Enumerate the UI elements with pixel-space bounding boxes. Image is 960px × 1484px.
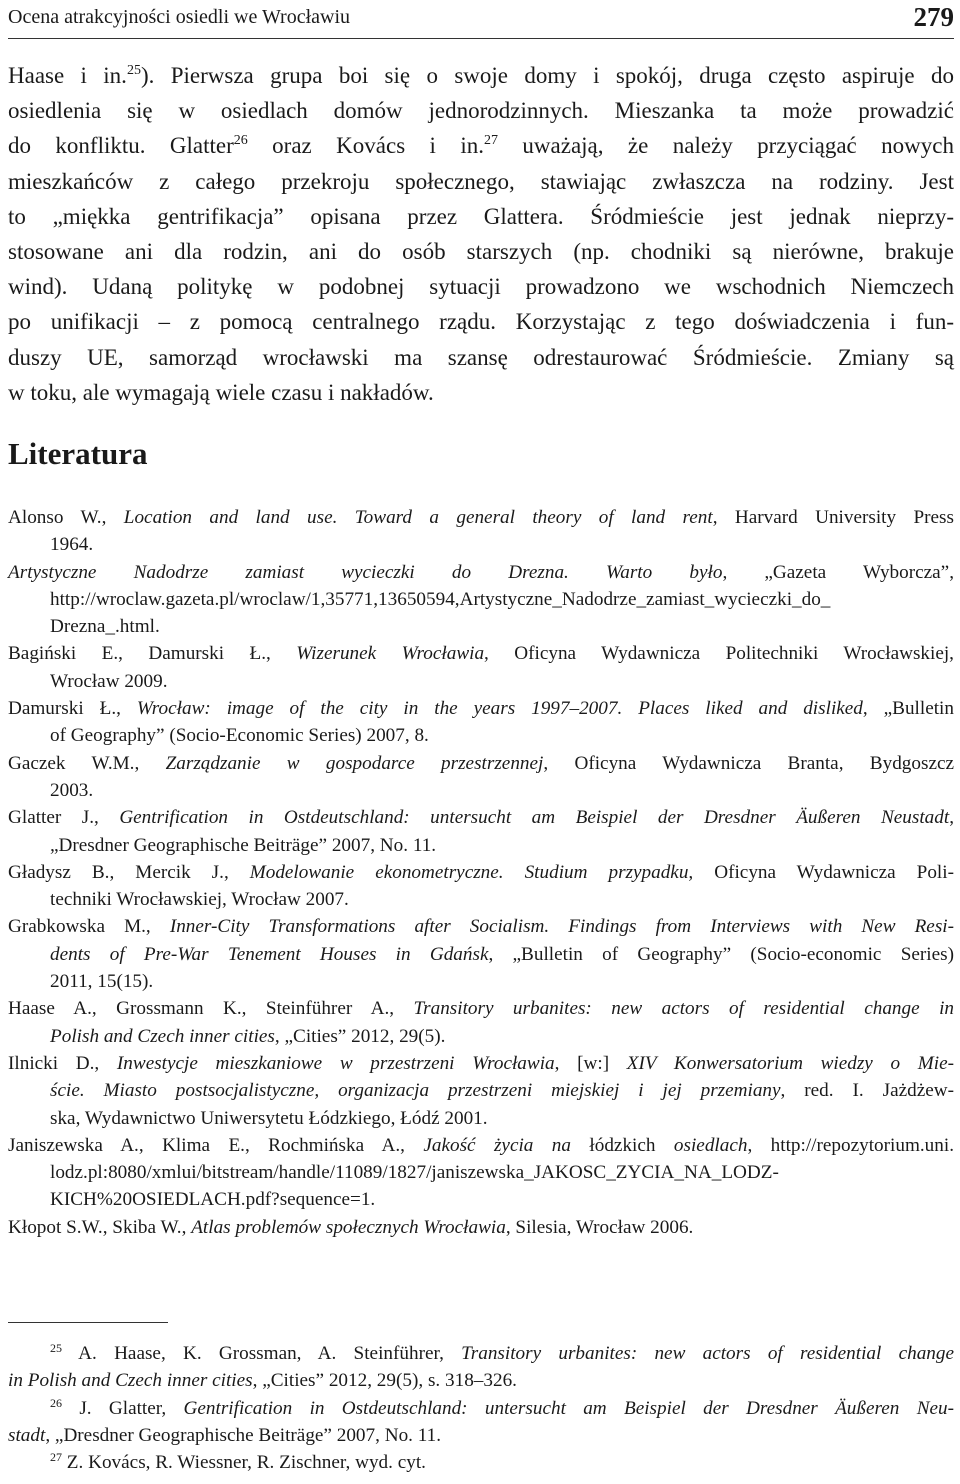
reference-entry (8, 913, 954, 995)
text-run: , Silesia, Wrocław 2006. (505, 1216, 694, 1238)
paragraph-line (8, 234, 954, 269)
text-run: Gładysz B., Mercik J., (8, 861, 250, 883)
reference-line (8, 1105, 954, 1132)
reference-line (8, 640, 954, 667)
italic-title: dents of Pre-War Tenement Houses in Gdańsk (50, 943, 489, 965)
footnotes (8, 1340, 954, 1476)
reference-line (8, 859, 954, 886)
text-run: osiedlenia się w osiedlach domów jednorodzinnych. Mieszanka ta może prowadzić (8, 98, 954, 124)
reference-entry (8, 504, 954, 559)
text-run: ). Pierwsza grupa boi się o swoje domy i spokój, druga często aspiruje do (140, 63, 954, 88)
paragraph-line (8, 164, 954, 199)
literature-heading: Literatura (8, 436, 148, 471)
text-run: wind). Udaną politykę w podobnej sytuacji prowadzono we wschodnich Niemczech (8, 274, 954, 300)
paragraph-line (8, 375, 954, 410)
reference-entry (8, 640, 954, 695)
reference-line (8, 968, 954, 995)
paragraph-line (8, 304, 954, 339)
footnote-marker: 27 (50, 1450, 62, 1465)
reference-line (8, 559, 954, 586)
italic-title: Artystyczne Nadodrze zamiast wycieczki do Drezna. Warto było (8, 561, 723, 583)
paragraph-line (8, 93, 954, 128)
footnote-line (8, 1395, 954, 1422)
footnote-entry (8, 1395, 954, 1450)
body-text (8, 58, 954, 410)
text-run: oraz Kovács i in. (247, 133, 484, 159)
text-run: uważają, że należy przyciągać nowych (498, 133, 954, 159)
italic-title: in Polish and Czech inner cities (8, 1370, 253, 1392)
text-run: Glatter J., (8, 807, 120, 829)
italic-title: Polish and Czech inner cities (50, 1025, 275, 1047)
text-run: Ilnicki D., (8, 1052, 117, 1074)
reference-line (8, 1023, 954, 1050)
reference-line (8, 1159, 954, 1186)
paragraph-line (8, 199, 954, 234)
footnote-rule (8, 1322, 168, 1323)
reference-line (8, 1186, 954, 1213)
reference-line (8, 1077, 954, 1104)
text-run: , „Bulletin (862, 698, 954, 720)
text-run: , http://repozytorium.uni. (747, 1134, 954, 1156)
reference-line (8, 1132, 954, 1159)
italic-title: Transitory urbanites: new actors of residential change in (413, 998, 954, 1020)
reference-line (8, 804, 954, 831)
reference-entry (8, 1214, 954, 1241)
italic-title: Wizerunek Wrocławia (296, 643, 485, 665)
paragraph-line (8, 58, 954, 93)
text-run: A. Haase, K. Grossman, A. Steinführer, (62, 1343, 462, 1364)
italic-title: Transitory urbanites: new actors of residential change (461, 1343, 954, 1364)
reference-entry (8, 859, 954, 914)
running-header (8, 2, 954, 32)
text-run: duszy UE, samorząd wrocławski ma szansę odrestaurować Śródmieście. Zmiany są (8, 344, 954, 370)
text-run: Janiszewska A., Klima E., Rochmińska A., (8, 1134, 424, 1156)
text-run: stosowane ani dla rodzin, ani do osób starszych (np. chodniki są nierówne, brakuje (8, 239, 954, 265)
reference-line (8, 1050, 954, 1077)
text-run: Z. Kovács, R. Wiessner, R. Zischner, wyd. cyt. (62, 1452, 426, 1474)
reference-entry (8, 750, 954, 805)
paragraph-line (8, 269, 954, 304)
page-number: 279 (913, 2, 954, 32)
text-run: łódzkich (571, 1134, 674, 1156)
text-run: Kłopot S.W., Skiba W., (8, 1216, 192, 1238)
footnote-entry (8, 1449, 954, 1476)
reference-line (8, 722, 954, 749)
text-run: techniki Wrocławskiej, Wrocław 2007. (50, 889, 349, 911)
text-run: J. Glatter, (62, 1397, 184, 1419)
text-run: , [w:] (554, 1052, 627, 1074)
reference-line (8, 777, 954, 804)
text-run: w toku, ale wymagają wiele czasu i nakładów. (8, 379, 434, 405)
reference-line (8, 504, 954, 531)
reference-entry (8, 559, 954, 641)
reference-line (8, 913, 954, 940)
text-run: , „Cities” 2012, 29(5), s. 318–326. (252, 1370, 517, 1392)
reference-entry (8, 1132, 954, 1214)
reference-line (8, 613, 954, 640)
footnote-marker: 26 (233, 133, 248, 149)
reference-line (8, 695, 954, 722)
italic-title: XIV Konwersatorium wiedzy o Mie- (626, 1052, 954, 1074)
text-run: Haase A., Grossmann K., Steinführer A., (8, 998, 414, 1020)
italic-title: Modelowanie ekonometryczne. Studium przypadku, (249, 861, 694, 883)
text-run: 2011, 15(15). (50, 971, 154, 993)
reference-line (8, 531, 954, 558)
text-run: mieszkańców z całego przekroju społecznego, stawiając zwłaszcza na rodziny. Jest (8, 168, 954, 194)
italic-title: osiedlach (673, 1134, 748, 1156)
italic-title: Inwestycje mieszkaniowe w przestrzeni Wrocławia (116, 1052, 555, 1074)
footnote-entry (8, 1340, 954, 1395)
italic-title: Gentrification in Ostdeutschland: untersucht am Beispiel der Dresdner Äußeren Neu- (183, 1397, 954, 1419)
reference-line (8, 750, 954, 777)
text-run: lodz.pl:8080/xmlui/bitstream/handle/11089/1827/janiszewska_JAKOSC_ZYCIA_NA_LODZ- (50, 1162, 779, 1184)
italic-title: Gentrification in Ostdeutschland: untersucht am Beispiel der Dresdner Äußeren Neustadt (119, 807, 950, 829)
text-run: po unifikacji – z pomocą centralnego rządu. Korzystając z tego doświadczenia i fun- (8, 309, 954, 335)
italic-title: Jakość życia na (423, 1134, 571, 1156)
reference-entry (8, 804, 954, 859)
reference-entry (8, 995, 954, 1050)
text-run: , „Bulletin of Geography” (Socio-economic Series) (488, 943, 954, 965)
text-run: , „Cities” 2012, 29(5). (274, 1025, 446, 1047)
reference-entry (8, 695, 954, 750)
footnote-line (8, 1340, 954, 1367)
footnote-marker: 26 (50, 1395, 62, 1410)
text-run: Haase i in. (8, 63, 127, 88)
text-run: , red. I. Jażdżew- (780, 1080, 954, 1102)
text-run: KICH%20OSIEDLACH.pdf?sequence=1. (50, 1189, 376, 1211)
text-run: , „Dresdner Geographische Beiträge” 2007, No. 11. (45, 1424, 442, 1446)
text-run: Drezna_.html. (50, 616, 160, 638)
paragraph-line (8, 128, 954, 163)
text-run: , (949, 807, 954, 829)
footnote-marker: 25 (126, 63, 141, 78)
reference-list (8, 504, 954, 1241)
footnote-line (8, 1449, 954, 1476)
text-run: 2003. (50, 779, 94, 801)
reference-line (8, 586, 954, 613)
text-run: , Harvard University Press (712, 507, 954, 528)
text-run: do konfliktu. Glatter (8, 133, 234, 159)
reference-entry (8, 1050, 954, 1132)
text-run: Wrocław 2009. (50, 670, 168, 692)
italic-title: Zarządzanie w gospodarce przestrzennej (165, 752, 544, 774)
text-run: „Dresdner Geographische Beiträge” 2007, No. 11. (50, 834, 437, 856)
italic-title: stadt (8, 1424, 46, 1446)
footnote-marker: 25 (50, 1341, 62, 1355)
italic-title: ście. Miasto postsocjalistyczne, organizacja przestrzeni miejskiej i jej przemiany (50, 1080, 781, 1102)
running-title: Ocena atrakcyjności osiedli we Wrocławiu (8, 6, 351, 28)
text-run: , „Gazeta Wyborcza”, (722, 561, 954, 583)
reference-line (8, 668, 954, 695)
text-run: Gaczek W.M., (8, 752, 166, 774)
reference-line (8, 886, 954, 913)
text-run: Grabkowska M., (8, 916, 170, 938)
text-run: 1964. (50, 534, 94, 556)
reference-line (8, 832, 954, 859)
italic-title: Atlas problemów społecznych Wrocławia (191, 1216, 506, 1238)
text-run: of Geography” (Socio-Economic Series) 2007, 8. (50, 725, 429, 747)
reference-line (8, 1214, 954, 1241)
reference-line (8, 941, 954, 968)
footnote-marker: 27 (484, 133, 498, 149)
text-run: Alonso W., (8, 507, 124, 528)
footnote-line (8, 1367, 954, 1394)
footnote-line (8, 1422, 954, 1449)
text-run: ska, Wydawnictwo Uniwersytetu Łódzkiego, Łódź 2001. (50, 1107, 488, 1129)
italic-title: Wrocław: image of the city in the years 1997–2007. Places liked and disliked (136, 698, 863, 720)
text-run: http://wroclaw.gazeta.pl/wroclaw/1,35771,13650594,Artystyczne_Nadodrze_zamiast_wycieczki_do_ (50, 588, 831, 610)
header-rule (8, 38, 954, 39)
text-run: Damurski Ł., (8, 698, 137, 720)
text-run: Bagiński E., Damurski Ł., (8, 643, 297, 665)
text-run: , Oficyna Wydawnicza Politechniki Wrocławskiej, (484, 643, 954, 665)
reference-line (8, 995, 954, 1022)
text-run: , Oficyna Wydawnicza Branta, Bydgoszcz (543, 752, 954, 774)
text-run: Oficyna Wydawnicza Poli- (693, 861, 954, 883)
text-run: to „miękka gentrifikacja” opisana przez Glattera. Śródmieście jest jednak nieprzy- (8, 203, 954, 229)
italic-title: Location and land use. Toward a general theory of land rent (123, 507, 713, 528)
italic-title: Inner-City Transformations after Socialism. Findings from Interviews with New Resi- (169, 916, 955, 938)
paragraph-line (8, 340, 954, 375)
